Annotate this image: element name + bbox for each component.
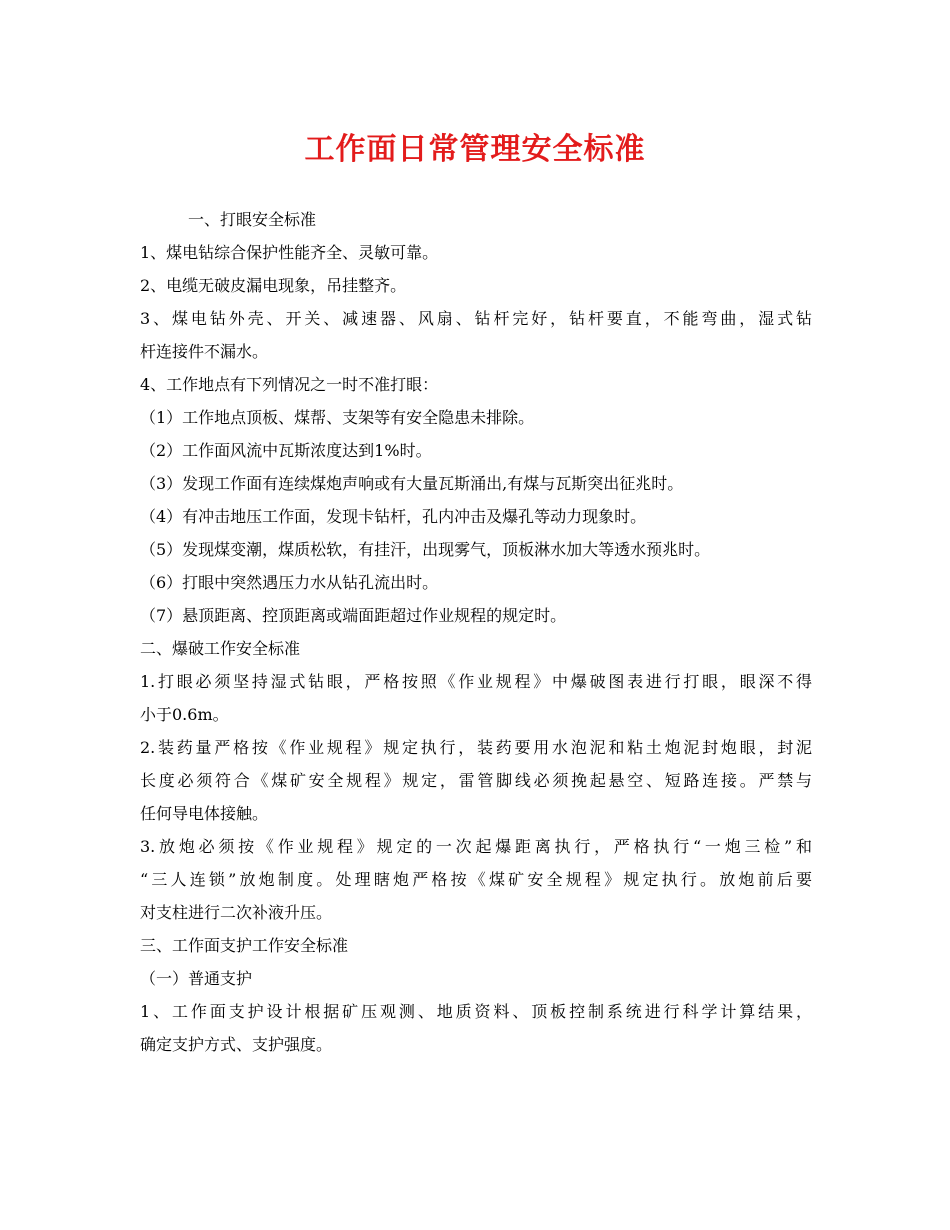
paragraph-line: 3.放炮必须按《作业规程》规定的一次起爆距离执行，严格执行“一炮三检”和	[140, 837, 812, 856]
paragraph-line: 1.打眼必须坚持湿式钻眼，严格按照《作业规程》中爆破图表进行打眼，眼深不得	[140, 672, 812, 691]
list-item: （1）工作地点顶板、煤帮、支架等有安全隐患未排除。	[140, 408, 535, 427]
paragraph-line: 2.装药量严格按《作业规程》规定执行，装药要用水泡泥和粘土炮泥封炮眼，封泥	[140, 738, 812, 757]
section-heading: 三、工作面支护工作安全标准	[140, 936, 349, 955]
paragraph-line: 1、煤电钻综合保护性能齐全、灵敏可靠。	[140, 243, 439, 262]
paragraph-line: 1、工作面支护设计根据矿压观测、地质资料、顶板控制系统进行科学计算结果，	[140, 1002, 812, 1021]
subsection-heading: （一）普通支护	[140, 969, 253, 988]
list-item: （7）悬顶距离、控顶距离或端面距超过作业规程的规定时。	[140, 606, 567, 625]
list-item: （5）发现煤变潮，煤质松软，有挂汗，出现雾气，顶板淋水加大等透水预兆时。	[140, 540, 711, 559]
section-heading: 一、打眼安全标准	[188, 210, 317, 229]
section-heading: 二、爆破工作安全标准	[140, 639, 301, 658]
paragraph-line: 杆连接件不漏水。	[140, 342, 269, 361]
paragraph-line: 确定支护方式、支护强度。	[140, 1035, 333, 1054]
paragraph-line: 小于0.6m。	[140, 705, 229, 724]
paragraph-line: 2、电缆无破皮漏电现象，吊挂整齐。	[140, 276, 407, 295]
document-body	[140, 203, 812, 1061]
list-item: （2）工作面风流中瓦斯浓度达到1%时。	[140, 441, 432, 460]
paragraph-line: 3、煤电钻外壳、开关、减速器、风扇、钻杆完好，钻杆要直，不能弯曲，湿式钻	[140, 309, 812, 328]
paragraph-line: 任何导电体接触。	[140, 804, 269, 823]
list-item: （6）打眼中突然遇压力水从钻孔流出时。	[140, 573, 439, 592]
paragraph-line: 长度必须符合《煤矿安全规程》规定，雷管脚线必须挽起悬空、短路连接。严禁与	[140, 771, 812, 790]
document-title: 工作面日常管理安全标准	[304, 132, 646, 167]
paragraph-line: “三人连锁”放炮制度。处理瞎炮严格按《煤矿安全规程》规定执行。放炮前后要	[140, 870, 812, 889]
list-item: （3）发现工作面有连续煤炮声响或有大量瓦斯涌出,有煤与瓦斯突出征兆时。	[140, 474, 684, 493]
list-item: （4）有冲击地压工作面，发现卡钻杆，孔内冲击及爆孔等动力现象时。	[140, 507, 647, 526]
paragraph-line: 对支柱进行二次补液升压。	[140, 903, 333, 922]
paragraph-line: 4、工作地点有下列情况之一时不准打眼：	[140, 375, 439, 394]
